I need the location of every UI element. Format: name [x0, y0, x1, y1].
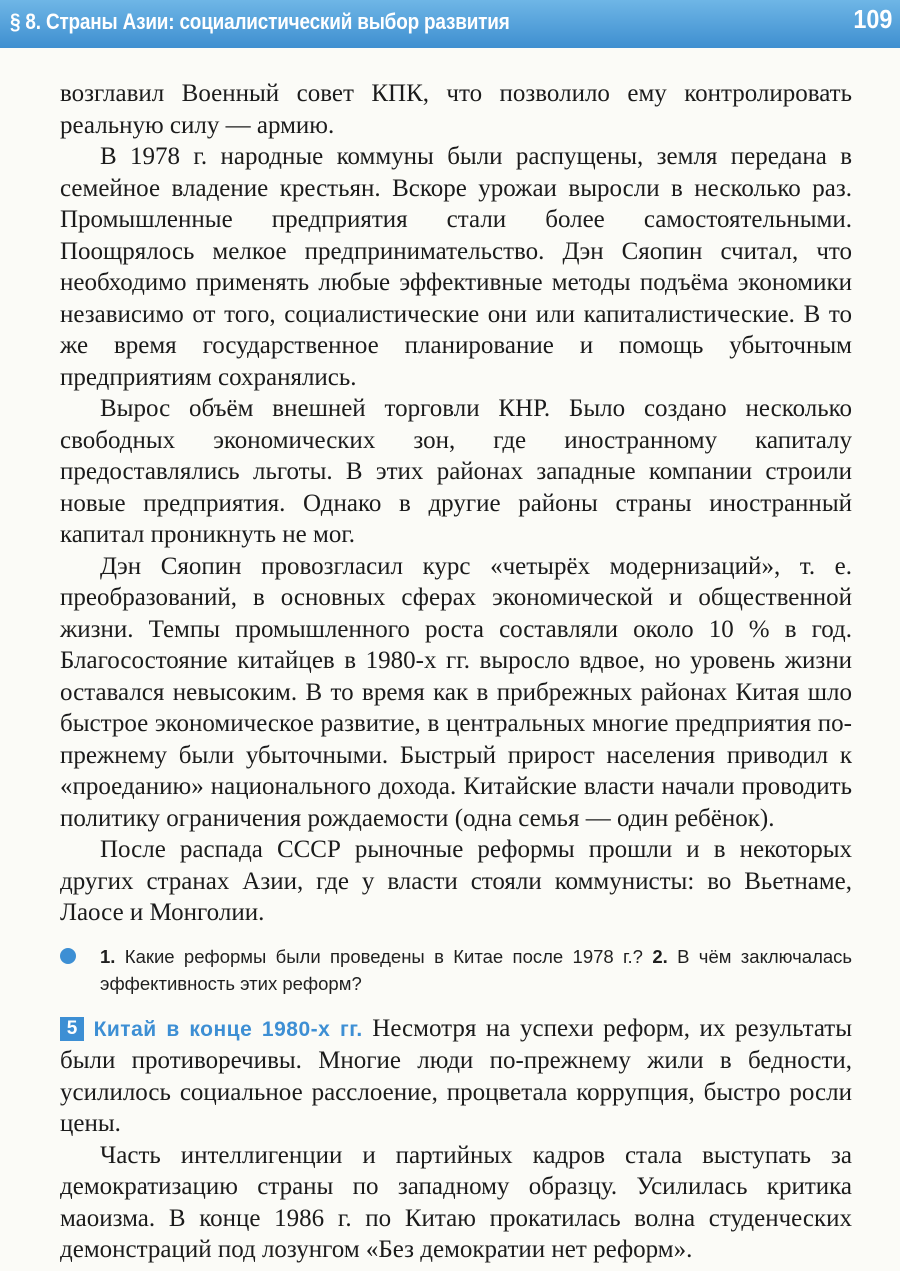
page-number: 109	[852, 4, 892, 34]
question-text: В чём заключалась эффективность этих реформ?	[100, 945, 853, 994]
section-heading: Китай в конце 1980-х гг.	[93, 1017, 363, 1041]
question-bullet-icon	[60, 948, 76, 964]
review-questions	[60, 943, 852, 997]
paragraph: В 1978 г. народные коммуны были распущены, земля передана в семейное владение крестьян. Вскоре урожаи выросли в несколько раз. Промышленные предприятия стали более самостоятельными. Поощрялось мелкое предпринимательство. Дэн Сяопин считал, что необходимо применять любые эффективные методы подъёма экономики независимо от того, социалистические они или капиталистические. В то же время государственное планирование и помощь убыточным предприятиям сохранялись.	[60, 143, 852, 391]
paragraph: После распада СССР рыночные реформы прошли и в некоторых других странах Азии, где у власти стояли коммунисты: во Вьетнаме, Лаосе и Монголии.	[60, 836, 852, 926]
paragraph-continued: возглавил Военный совет КПК, что позволило ему контролировать реальную силу — армию.	[60, 80, 852, 139]
question-number: 1.	[100, 945, 116, 967]
question-number: 2.	[652, 945, 668, 967]
page-header	[0, 0, 900, 48]
section-paragraph	[60, 1013, 852, 1140]
section-text: Несмотря на успехи реформ, их результаты были противоречивы. Многие люди по-прежнему жили в бедности, усилилось социальное расслоение, процветала коррупция, быстро росли цены.	[60, 1014, 852, 1137]
question-text: Какие реформы были проведены в Китае после 1978 г.?	[124, 945, 643, 967]
paragraph: Вырос объём внешней торговли КНР. Было создано несколько свободных экономических зон, где иностранному капиталу предоставлялись льготы. В этих районах западные компании строили новые предприятия. Однако в другие районы страны иностранный капитал проникнуть не мог.	[60, 395, 852, 548]
paragraph: Часть интеллигенции и партийных кадров стала выступать за демократизацию страны по западному образцу. Усилилась критика маоизма. В конце 1986 г. по Китаю прокатилась волна студенческих демонстраций под лозунгом «Без демократии нет реформ».	[60, 1141, 852, 1263]
chapter-title: § 8. Страны Азии: социалистический выбор развития	[10, 9, 510, 34]
paragraph: Дэн Сяопин провозгласил курс «четырёх модернизаций», т. е. преобразований, в основных сферах экономической и общественной жизни. Темпы промышленного роста составляли около 10 % в год. Благосостояние китайцев в 1980-х гг. выросло вдвое, но уровень жизни оставался невысоким. В то время как в прибрежных районах Китая шло быстрое экономическое развитие, в центральных многие предприятия по-прежнему были убыточными. Быстрый прирост населения приводил к «проеданию» национального дохода. Китайские власти начали проводить политику ограничения рождаемости (одна семья — один ребёнок).	[60, 552, 852, 832]
page-content	[60, 78, 852, 1266]
section-number-badge: 5	[60, 1017, 84, 1041]
